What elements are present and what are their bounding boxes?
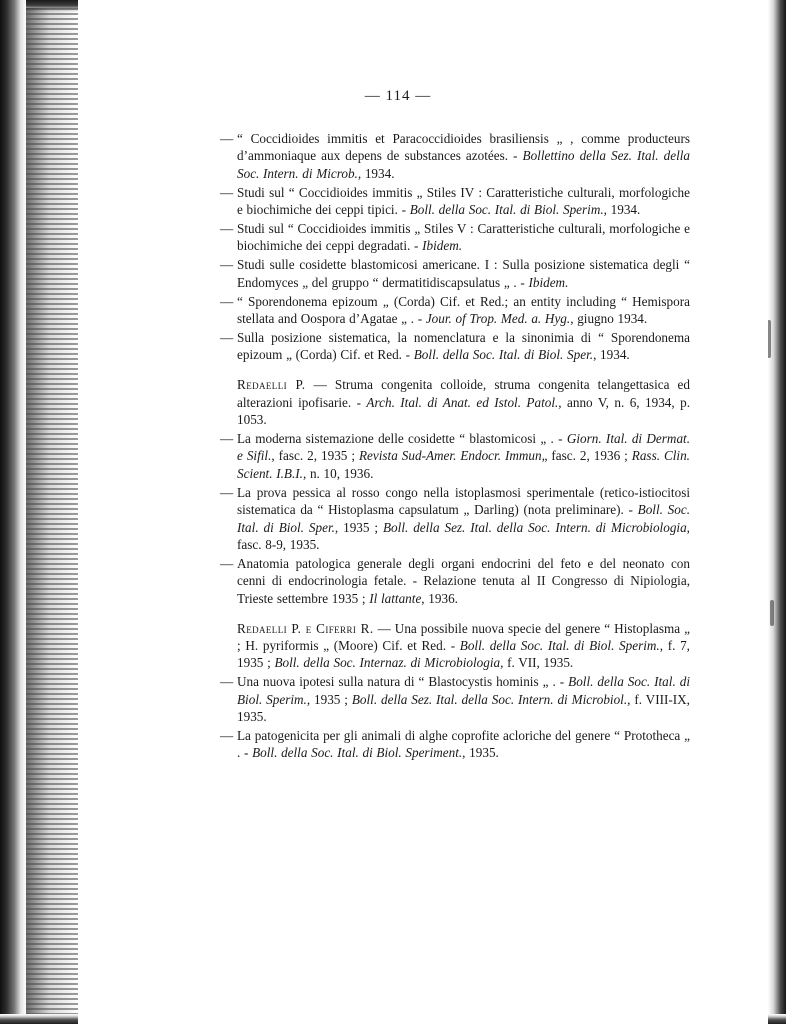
entry-source-italic: Boll. della Soc. Ital. di Biol. Sperim.: [409, 202, 604, 218]
entry-dash-marker: —: [220, 431, 233, 446]
entry-text: [237, 430, 690, 482]
entry-text-run: Sulla posizione sistematica, la nomenclatura e la sinonimia di “ Sporendonema epizoum „ (Corda) Cif. et Red. -: [237, 329, 690, 363]
entry-text-run: , anno V, n. 6, 1934, p. 1053.: [237, 394, 690, 428]
entry-text-run: La prova pessica al rosso congo nella istoplasmosi sperimentale (retico-istiocitosi sistematica da “ Histoplasma capsulatum „ Darling) (nota preliminare). -: [237, 484, 690, 518]
entry-source-italic: Rass. Clin. Scient. I.B.I.: [237, 448, 690, 481]
entry-text: [237, 329, 690, 364]
entry-dash-marker: —: [220, 257, 233, 273]
entry-text: [237, 555, 690, 607]
bibliography-entry: [220, 673, 690, 725]
entry-text-run: “ Sporendonema epizoum „ (Corda) Cif. et Red.; an entity including “ Hemispora stellata and Oospora d’Agatae „ . -: [237, 293, 690, 327]
entry-text-run: , 1935.: [462, 745, 499, 761]
entry-text-run: Studi sul “ Coccidioides immitis „ Stiles V : Caratteristiche culturali, morfologiche e biochimiche dei ceppi degradati. -: [237, 221, 690, 254]
entry-text-run: Studi sul “ Coccidioides immitis „ Stiles IV : Caratteristiche culturali, morfologiche e biochimiche dei ceppi tipici. -: [237, 184, 690, 218]
entry-source-italic: Bollettino della Sez. Ital. della Soc. Intern. di Microb.,: [237, 148, 690, 181]
entry-text-run: , fasc. 2, 1935 ;: [271, 448, 359, 464]
entry-source-italic: Boll. della Sez. Ital. della Soc. Intern. di Microbiol.: [351, 691, 628, 707]
entry-dash-marker: —: [220, 184, 233, 200]
entry-source-italic: Boll. della Soc. Ital. di Biol. Sperim.: [459, 637, 660, 653]
entry-text-run: , n. 10, 1936.: [302, 465, 374, 481]
entry-text: [237, 484, 690, 554]
entry-dash-marker: —: [220, 221, 233, 237]
entry-source-italic: Boll. della Soc. Internaz. di Microbiologia: [274, 655, 501, 671]
entry-text-run: , 1935 ;: [306, 691, 352, 707]
scan-speck: [770, 600, 774, 626]
entry-text-run: La patogenicita per gli animali di alghe coprofite acloriche del genere “ Prototheca „ . -: [237, 728, 690, 761]
entry-text-run: , f. VII, 1935.: [500, 655, 574, 671]
entry-text-run: , 1934.: [603, 202, 641, 218]
scan-binding-gutter: [26, 8, 78, 1018]
bibliography-entry: [220, 727, 690, 762]
bibliography-entry: [220, 184, 690, 219]
entry-text-run: La moderna sistemazione delle cosidette “ blastomicosi „ . -: [237, 431, 567, 446]
bibliography-list: [220, 130, 690, 763]
entry-text: [237, 727, 690, 762]
entry-text: [237, 220, 690, 255]
entry-text: [237, 620, 690, 672]
entry-author-name: Redaelli P.: [237, 377, 306, 393]
bibliography-entry: [220, 484, 690, 554]
entry-dash-marker: —: [220, 674, 233, 690]
bibliography-entry: [220, 430, 690, 482]
bibliography-entry: [220, 293, 690, 328]
entry-source-italic: Boll. della Soc. Ital. di Biol. Speriment.: [252, 745, 463, 761]
entry-text: [237, 376, 690, 428]
page-sheet: [78, 0, 768, 1024]
entry-text-run: , fasc. 8-9, 1935.: [237, 519, 690, 552]
bibliography-entry: [220, 130, 690, 182]
entry-text-run: Anatomia patologica generale degli organi endocrini del feto e del neonato con cenni di endocrinologia fetale. - Relazione tenuta al II Congresso di Nipiologia, Trieste settembre 1935 ;: [237, 555, 690, 606]
bibliography-entry: [220, 256, 690, 291]
entry-source-italic: Jour. of Trop. Med. a. Hyg.: [425, 311, 571, 327]
entry-dash-marker: [220, 376, 237, 428]
entry-text-run: Studi sulle cosidette blastomicosi americane. I : Sulla posizione sistematica degli “ Endomyces „ del gruppo “ dermatitidiscapsulatus „ . -: [237, 257, 690, 290]
scan-edge-left: [0, 0, 26, 1024]
entry-text-run: “ Coccidioides immitis et Paracoccidioides brasiliensis „ , comme producteurs d’ammoniaque aux depens de substances azotées. -: [237, 131, 690, 164]
entry-text-run: — Struma congenita colloide, struma congenita telangettasica ed alterazioni ipofisarie. -: [237, 377, 690, 410]
bibliography-entry: [220, 220, 690, 255]
entry-text-run: , 1934.: [593, 347, 630, 363]
entry-text: [237, 130, 690, 182]
entry-text-run: , 1935 ;: [334, 519, 383, 535]
entry-source-italic: Arch. Ital. di Anat. ed Istol. Patol.: [366, 394, 559, 410]
entry-source-italic: Giorn. Ital. di Dermat. e Sifil.: [237, 431, 690, 464]
entry-text: [237, 184, 690, 219]
entry-text-run: , f. 7, 1935 ;: [237, 637, 690, 671]
bibliography-entry: [220, 329, 690, 364]
entry-source-italic: Revista Sud-Amer. Endocr. Immun: [359, 448, 542, 464]
entry-source-italic: Boll. della Soc. Ital. di Biol. Sperim.: [237, 674, 690, 707]
entry-spacer: [220, 609, 690, 620]
bibliography-entry: [220, 620, 690, 672]
entry-text-run: , 1936.: [421, 590, 458, 606]
entry-dash-marker: —: [220, 329, 233, 345]
entry-author-name: Redaelli P. e Ciferri R.: [237, 620, 374, 636]
entry-text: [237, 673, 690, 725]
entry-text-run: 1934.: [361, 165, 395, 181]
entry-dash-marker: —: [220, 728, 233, 743]
entry-source-italic: Il lattante: [369, 590, 422, 606]
entry-source-italic: Ibidem.: [528, 274, 569, 290]
entry-text-run: „ fasc. 2, 1936 ;: [541, 448, 632, 464]
entry-source-italic: Boll. della Sez. Ital. della Soc. Intern. di Microbiologia: [383, 519, 687, 535]
page-folio: — 114 —: [364, 88, 432, 104]
entry-text-run: , giugno 1934.: [570, 311, 648, 327]
entry-text-run: , f. VIII-IX, 1935.: [237, 691, 690, 725]
entry-text: [237, 256, 690, 291]
entry-text: [237, 293, 690, 328]
entry-text-run: Una nuova ipotesi sulla natura di “ Blastocystis hominis „ . -: [237, 674, 569, 690]
entry-dash-marker: —: [220, 131, 233, 146]
scan-edge-right: [768, 0, 786, 1024]
bibliography-entry: [220, 376, 690, 428]
entry-source-italic: Boll. della Soc. Ital. di Biol. Sper.: [413, 347, 594, 363]
entry-source-italic: Ibidem.: [422, 238, 463, 254]
entry-source-italic: Boll. Soc. Ital. di Biol. Sper.: [237, 502, 690, 535]
entry-dash-marker: —: [220, 484, 233, 500]
entry-text-run: — Una possibile nuova specie del genere “ Histoplasma „ ; H. pyriformis „ (Moore) Cif. et Red. -: [237, 620, 690, 653]
entry-spacer: [220, 365, 690, 376]
entry-dash-marker: [220, 620, 237, 672]
entry-dash-marker: —: [220, 293, 233, 309]
entry-dash-marker: —: [220, 555, 233, 571]
bibliography-entry: [220, 555, 690, 607]
